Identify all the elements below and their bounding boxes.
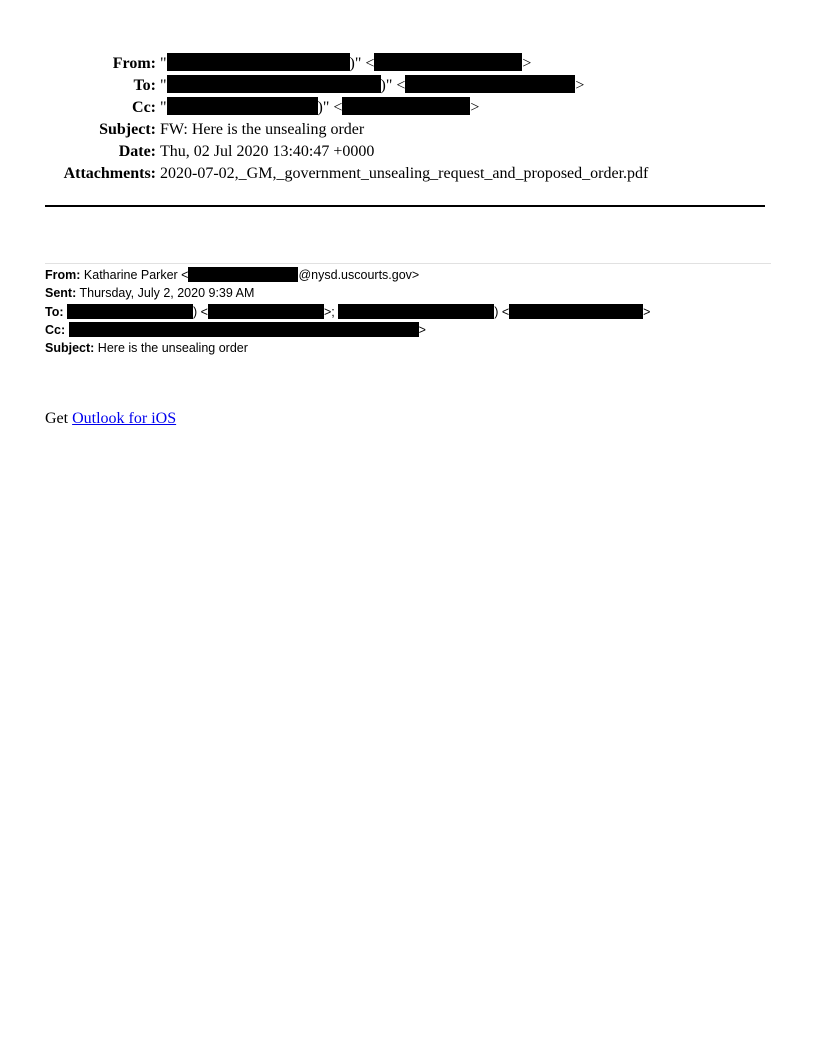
fwd-subject-row xyxy=(45,339,650,357)
redaction-block xyxy=(167,75,381,93)
cc-label: Cc: xyxy=(132,99,156,116)
subject-label: Subject: xyxy=(99,121,156,138)
date-value: Thu, 02 Jul 2020 13:40:47 +0000 xyxy=(160,143,375,160)
fwd-subject-value: Here is the unsealing order xyxy=(97,341,248,356)
fwd-from-domain: @nysd.uscourts.gov> xyxy=(298,268,420,282)
cc-value: " )" < > xyxy=(160,99,480,116)
fwd-from-label: From: xyxy=(45,268,81,282)
header-to-row xyxy=(0,75,816,97)
redaction-block xyxy=(509,304,643,319)
get-text: Get xyxy=(45,410,69,427)
from-value: " )" < > xyxy=(160,55,532,72)
redaction-block xyxy=(342,97,470,115)
outlook-ios-link[interactable]: Outlook for iOS xyxy=(72,410,177,427)
header-divider xyxy=(45,205,765,207)
redaction-block xyxy=(167,53,350,71)
attachments-label: Attachments: xyxy=(63,165,156,182)
fwd-sent-value: Thursday, July 2, 2020 9:39 AM xyxy=(79,286,255,301)
fwd-sent-label: Sent: xyxy=(45,286,77,301)
header-subject-row xyxy=(0,119,816,141)
fwd-subject-label: Subject: xyxy=(45,341,95,356)
header-cc-row xyxy=(0,97,816,119)
redaction-block xyxy=(338,304,494,319)
forward-divider xyxy=(45,263,771,264)
email-header xyxy=(0,53,816,185)
fwd-from-name: Katharine Parker < xyxy=(83,268,189,282)
redaction-block xyxy=(374,53,522,71)
fwd-sent-row xyxy=(45,284,650,302)
date-label: Date: xyxy=(118,143,156,160)
header-attachments-row xyxy=(0,163,816,185)
attachment-filename[interactable]: 2020-07-02,_GM,_government_unsealing_request_and_proposed_order.pdf xyxy=(160,165,649,182)
fwd-to-row: To: ) < >; ) < > xyxy=(45,304,651,319)
subject-value: FW: Here is the unsealing order xyxy=(160,121,365,138)
forwarded-message-header xyxy=(45,266,650,357)
header-date-row xyxy=(0,141,816,163)
fwd-from-row xyxy=(45,266,650,284)
redaction-block xyxy=(208,304,324,319)
signature xyxy=(45,410,176,428)
fwd-to-label: To: xyxy=(45,304,64,319)
from-label: From: xyxy=(112,55,156,72)
header-from-row xyxy=(0,53,816,75)
fwd-cc-row: Cc: > xyxy=(45,322,426,337)
to-value: " )" < > xyxy=(160,77,585,94)
to-label: To: xyxy=(133,77,156,94)
redaction-block xyxy=(167,97,318,115)
fwd-cc-label: Cc: xyxy=(45,322,66,337)
redaction-block xyxy=(67,304,193,319)
redaction-block xyxy=(188,267,298,282)
redaction-block xyxy=(69,322,419,337)
redaction-block xyxy=(405,75,575,93)
